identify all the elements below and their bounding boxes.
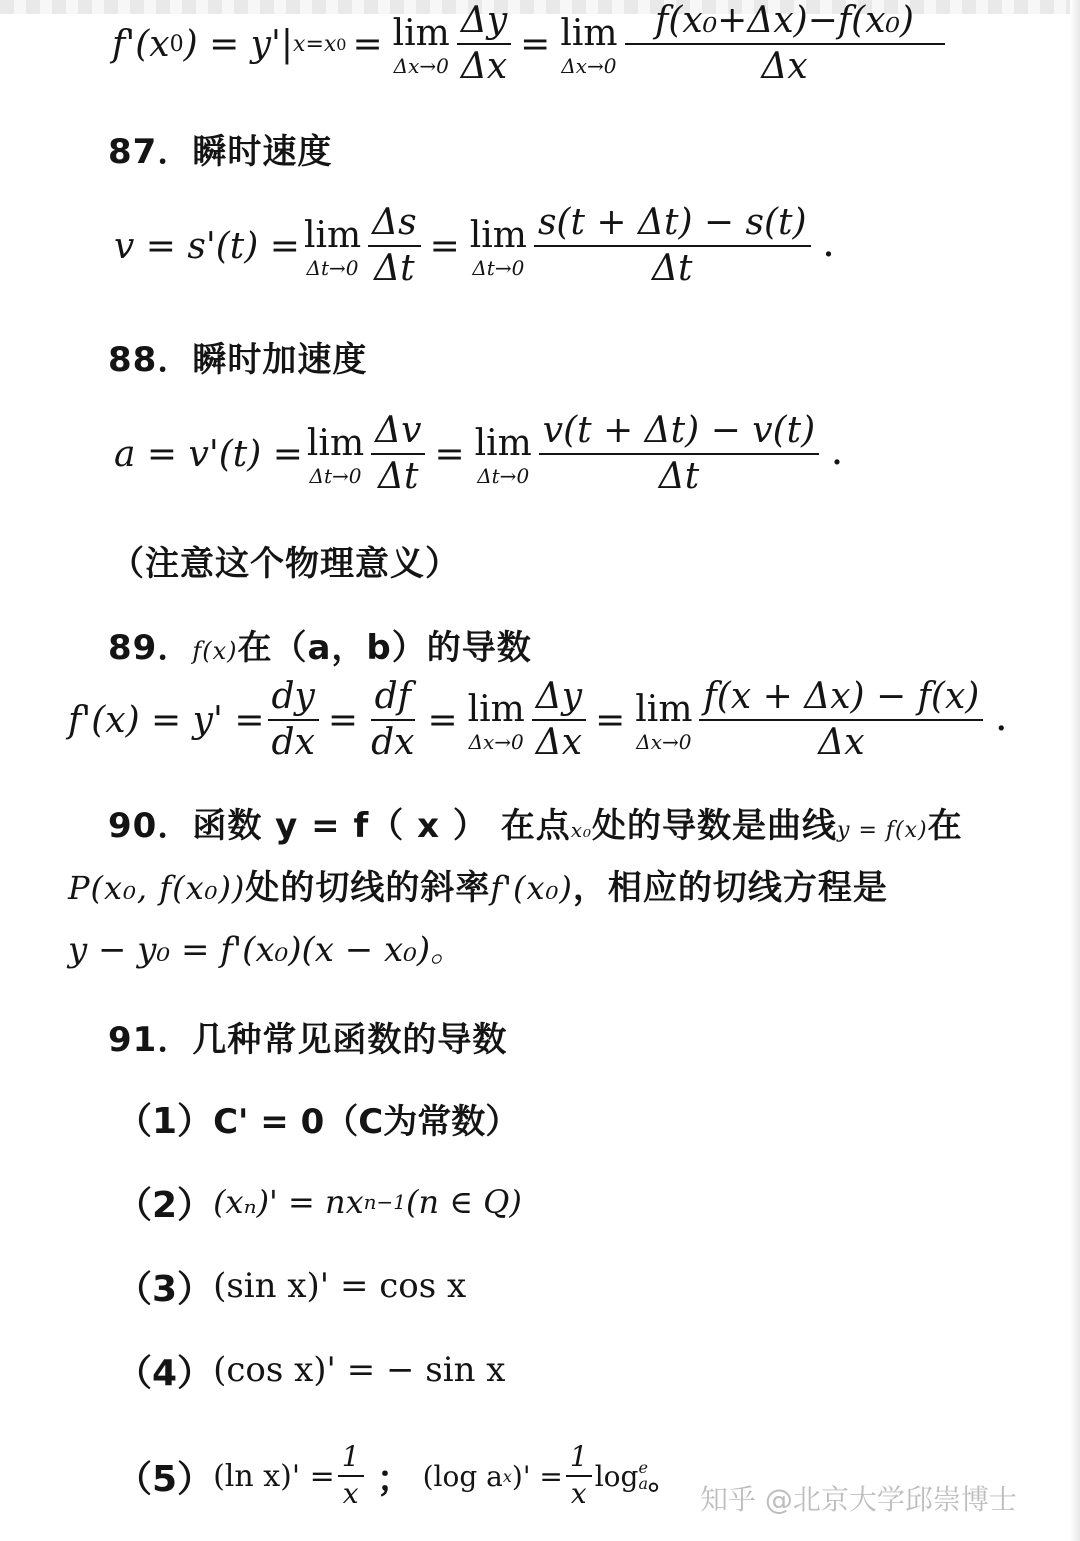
heading-89: 89．f(x)在（a，b）的导数 (108, 628, 532, 668)
limit-86a: lim Δx→0 (392, 12, 450, 78)
fraction-86b: $\frac{\text{f(x₀+Δx)−f(x₀)}}{\Delta x}$ (625, 1, 945, 86)
item-91-5: （5） (ln x)' = $\frac{1}{x}$ ； (log a x )' = $\frac{1}{x}$ log e a 。 (116, 1440, 679, 1510)
limit-87b: lim Δt→0 (469, 214, 527, 280)
watermark: 知乎 @北京大学邱崇博士 (700, 1483, 1017, 1516)
sec90-line3: y − y₀ = f'(x₀)(x − x₀)。 (68, 930, 465, 970)
fraction-87b: $\frac{s(t + \Delta t) - s(t)}{\Delta t}$ (534, 203, 811, 288)
fraction-87a: $\frac{\Delta s}{\Delta t}$ (368, 203, 420, 288)
heading-88: 88．瞬时加速度 (108, 340, 368, 380)
fraction-88b: $\frac{v(t + \Delta t) - v(t)}{\Delta t}$ (539, 411, 819, 496)
limit-89b: lim Δx→0 (635, 688, 693, 754)
item-91-1: （1） C' = 0（C为常数） (116, 1100, 520, 1142)
sec90-line2: P(x₀, f(x₀))处的切线的斜率f'(x₀)，相应的切线方程是 (68, 868, 888, 908)
fraction-88a: $\frac{\Delta v}{\Delta t}$ (371, 411, 425, 496)
item-91-4: （4） (cos x)' = − sin x (116, 1350, 506, 1394)
limit-89a: lim Δx→0 (467, 688, 525, 754)
item-91-2: （2） (xₙ)' = nx n−1 (n ∈ Q) (116, 1183, 522, 1226)
formula-87: v = s'(t) = lim Δt→0 $\frac{\Delta s}{\Delta t}$ = lim Δt→0 $\frac{s(t + \Delta t) - s(t)}{\Delta t}$ . (114, 202, 834, 289)
formula-86: f'(x 0 ) = y'| x=x 0 = lim Δx→0 $\frac{\Delta y}{\Delta x}$ = lim Δx→0 $\frac{\text{f(x₀+Δx)−f(x₀)}}{\Delta x}$ (112, 0, 948, 94)
formula-89: f'(x) = y' = $\frac{dy}{dx}$ = $\frac{df}{dx}$ = lim Δx→0 $\frac{\Delta y}{\Delta x}$ = lim Δx→0 $\frac{f(x + \Delta x) - f(x)}{\Delta x}$ . (68, 676, 1007, 763)
fraction-91-5b: $\frac{1}{x}$ (566, 1442, 592, 1510)
fraction-89c: $\frac{\Delta y}{\Delta x}$ (532, 677, 586, 762)
formula-88: a = v'(t) = lim Δt→0 $\frac{\Delta v}{\Delta t}$ = lim Δt→0 $\frac{v(t + \Delta t) - v(t)}{\Delta t}$ . (114, 410, 842, 497)
limit-88b: lim Δt→0 (474, 422, 532, 488)
limit-87a: lim Δt→0 (303, 214, 362, 280)
limit-86b: lim Δx→0 (560, 12, 618, 78)
page-edge-right (1070, 0, 1080, 1541)
note-88: （注意这个物理意义） (110, 544, 460, 584)
item-91-3: （3） (sin x)' = cos x (116, 1266, 467, 1310)
limit-88a: lim Δt→0 (306, 422, 365, 488)
sec90-line1: 90．函数 y = f（ x ） 在点x₀处的导数是曲线y = f(x)在 (108, 806, 963, 846)
heading-87: 87．瞬时速度 (108, 132, 333, 172)
fraction-91-5a: $\frac{1}{x}$ (338, 1442, 364, 1510)
heading-91: 91．几种常见函数的导数 (108, 1020, 508, 1060)
fraction-86a: $\frac{\Delta y}{\Delta x}$ (457, 1, 511, 86)
formula-86-lhs: f'(x (112, 23, 170, 65)
fraction-89d: $\frac{f(x + \Delta x) - f(x)}{\Delta x}$ (699, 677, 983, 762)
fraction-89b: $\frac{df}{dx}$ (371, 676, 415, 763)
fraction-89a: $\frac{dy}{dx}$ (268, 677, 319, 762)
